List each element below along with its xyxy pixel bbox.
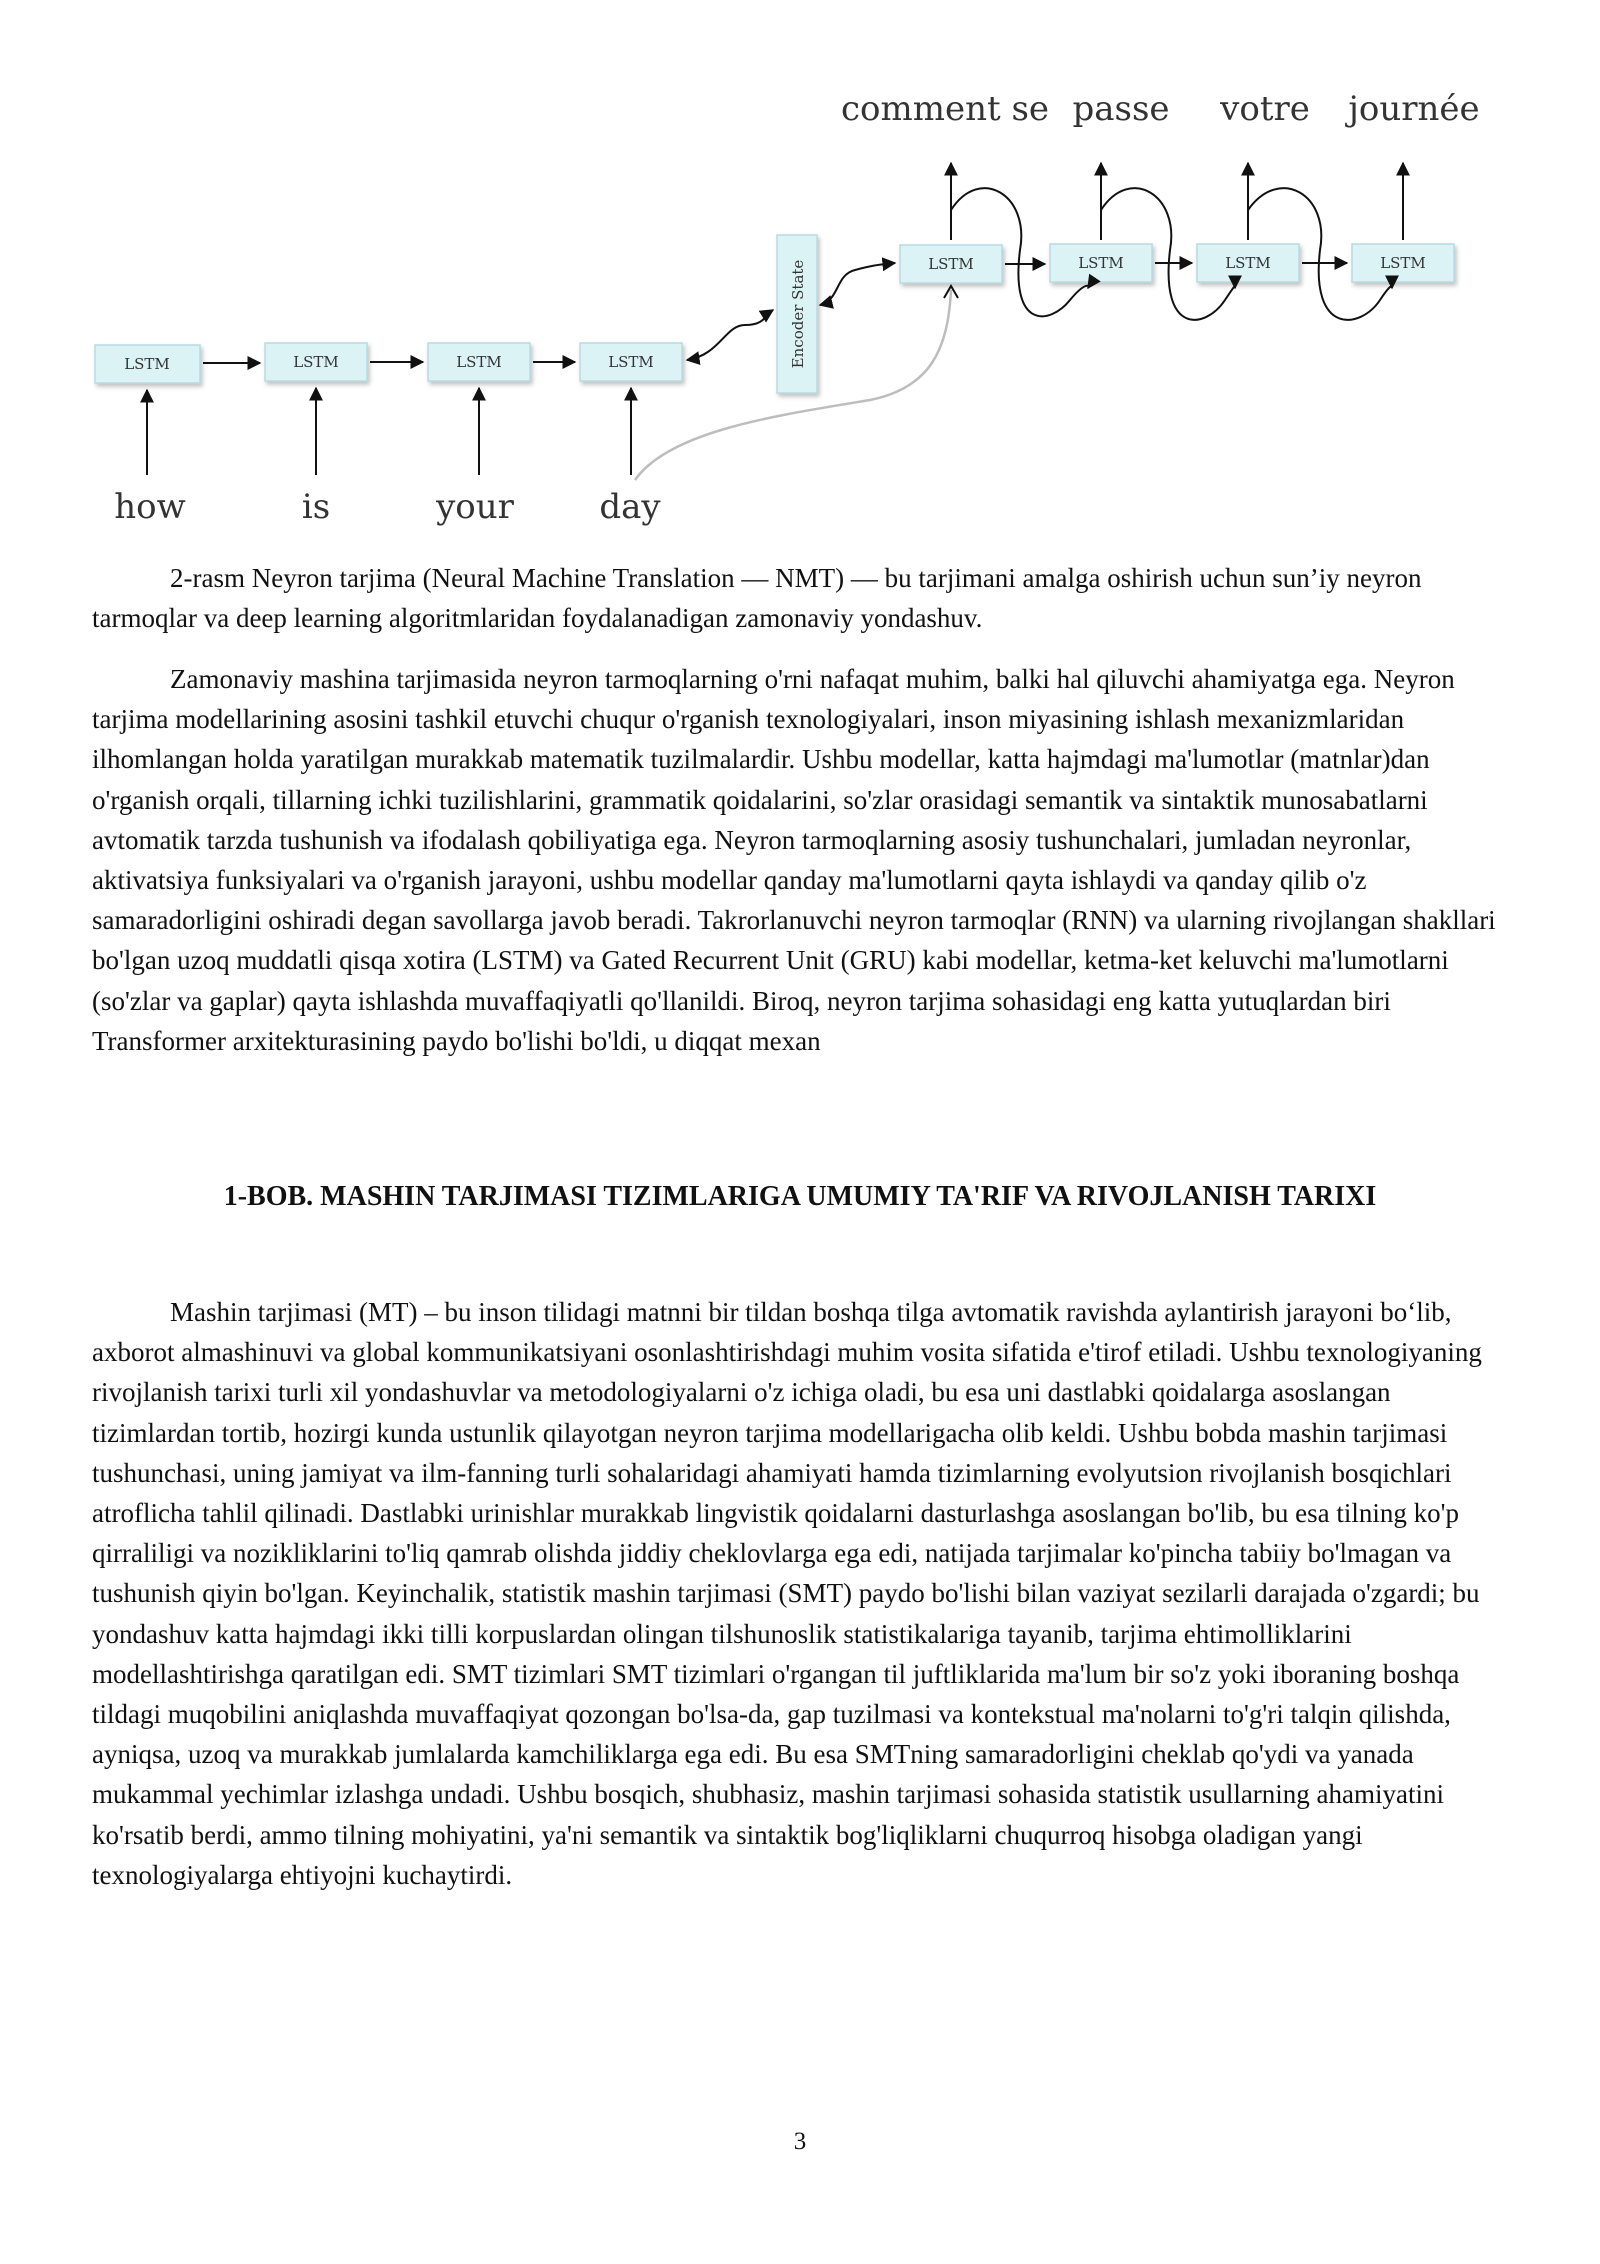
encoder-lstm-2 [265, 343, 367, 381]
encoder-to-state-arrow [687, 310, 773, 360]
chapter-heading: 1-BOB. MASHIN TARJIMASI TIZIMLARIGA UMUMIY TA'RIF VA RIVOJLANISH TARIXI [223, 1181, 1377, 1212]
output-word-passe: passe [1072, 89, 1170, 129]
encoder-lstm-4 [580, 343, 682, 381]
encoder-lstm-1 [95, 345, 200, 383]
body-paragraph-1: Zamonaviy mashina tarjimasida neyron tarmoqlarning o'rni nafaqat muhim, balki hal qiluvchi ahamiyatga ega. Neyron tarjima modellarining asosini tashkil etuvchi chuqur o'rganish texnologiyalari, inson miyasining ishlash mexanizmlaridan ilhomlangan holda yaratilgan murakkab matematik tuzilmalardir. Ushbu modellar, katta hajmdagi ma'lumotlar (matnlar)dan o'rganish orqali, tillarning ichki tuzilishlarini, grammatik qoidalarini, so'zlar orasidagi semantik va sintaktik munosabatlarni avtomatik tarzda tushunish va ifodalash qobiliyatiga ega. Neyron tarmoqlarning asosiy tushunchalari, jumladan neyronlar, aktivatsiya funksiyalari va o'rganish jarayoni, ushbu modellar qanday ma'lumotlarni qayta ishlaydi va qanday qilib o'z samaradorligini oshiradi degan savollarga javob beradi. Takrorlanuvchi neyron tarmoqlar (RNN) va ularning rivojlangan shakllari bo'lgan uzoq muddatli qisqa xotira (LSTM) va Gated Recurrent Unit (GRU) kabi modellar, ketma-ket keluvchi ma'lumotlarni (so'zlar va gaplar) qayta ishlashda muvaffaqiyatli qo'llanildi. Biroq, neyron tarjima sohasidagi eng katta yutuqlardan biri Transformer arxitekturasining paydo bo'lishi bo'ldi, u diqqat mexan [92, 664, 1496, 1056]
encoder-lstm-2-label: LSTM [293, 353, 339, 371]
state-to-decoder-arrow [820, 263, 895, 305]
encoder-state-label: Encoder State [789, 259, 807, 369]
encoder-lstm-3-label: LSTM [456, 353, 502, 371]
input-word-is: is [301, 487, 331, 527]
output-word-journee: journée [1348, 89, 1480, 129]
input-word-your: your [436, 487, 514, 527]
page-number: 3 [793, 2128, 807, 2155]
decoder-lstm-4-label: LSTM [1380, 254, 1426, 272]
decoder-lstm-2 [1050, 244, 1152, 282]
nmt-encoder-decoder-figure [80, 70, 1520, 540]
output-word-comment-se: comment se [840, 89, 1050, 129]
figure-caption: 2-rasm Neyron tarjima (Neural Machine Translation — NMT) — bu tarjimani amalga oshirish uchun sun’iy neyron tarmoqlar va deep learning algoritmlaridan foydalanadigan zamonaviy yondashuv. [92, 563, 1422, 634]
decoder-lstm-4 [1352, 244, 1454, 282]
encoder-lstm-1-label: LSTM [124, 355, 170, 373]
encoder-lstm-3 [428, 343, 530, 381]
body-paragraph-2: Mashin tarjimasi (MT) – bu inson tilidagi matnni bir tildan boshqa tilga avtomatik ravishda aylantirish jarayoni bo‘lib, axborot almashinuvi va global kommunikatsiyani osonlashtirishdagi muhim vosita sifatida e'tirof etiladi. Ushbu texnologiyaning rivojlanish tarixi turli xil yondashuvlar va metodologiyalarni o'z ichiga oladi, bu esa uni dastlabki qoidalarga asoslangan tizimlardan tortib, hozirgi kunda ustunlik qilayotgan neyron tarjima modellarigacha olib keldi. Ushbu bobda mashin tarjimasi tushunchasi, uning jamiyat va ilm-fanning turli sohalaridagi ahamiyati hamda tizimlarning evolyutsion rivojlanish bosqichlari atroflicha tahlil qilinadi. Dastlabki urinishlar murakkab lingvistik qoidalarni dasturlashga asoslangan bo'lib, bu esa tilning ko'p qirraliligi va nozikliklarini to'liq qamrab olishda jiddiy cheklovlarga ega edi, natijada tarjimalar ko'pincha tabiiy bo'lmagan va tushunish qiyin bo'lgan. Keyinchalik, statistik mashin tarjimasi (SMT) paydo bo'lishi bilan vaziyat sezilarli darajada o'zgardi; bu yondashuv katta hajmdagi ikki tilli korpuslardan olingan tilshunoslik statistikalariga tayanib, tarjima ehtimolliklarini modellashtirishga qaratilgan edi. SMT tizimlari SMT tizimlari o'rgangan til juftliklarida ma'lum bir so'z yoki iboraning boshqa tildagi muqobilini aniqlashda muvaffaqiyat qozongan bo'lsa-da, gap tuzilmasi va kontekstual ma'nolarni to'g'ri talqin qilishda, ayniqsa, uzoq va murakkab jumlalarda kamchiliklarga ega edi. Bu esa SMTning samaradorligini cheklab qo'ydi va yanada mukammal yechimlar izlashga undadi. Ushbu bosqich, shubhasiz, mashin tarjimasi sohasida statistik usullarning ahamiyatini ko'rsatib berdi, ammo tilning mohiyatini, ya'ni semantik va sintaktik bog'liqliklarni chuqurroq hisobga oladigan yangi texnologiyalarga ehtiyojni kuchaytirdi. [92, 1297, 1482, 1890]
decoder-lstm-1-label: LSTM [928, 255, 974, 273]
input-word-how: how [114, 487, 186, 527]
decoder-lstm-2-label: LSTM [1078, 254, 1124, 272]
encoder-state-box [777, 235, 817, 393]
decoder-lstm-3 [1197, 244, 1299, 282]
output-word-votre: votre [1220, 89, 1310, 129]
encoder-lstm-4-label: LSTM [608, 353, 654, 371]
decoder-lstm-3-label: LSTM [1225, 254, 1271, 272]
decoder-lstm-1 [900, 245, 1002, 283]
input-word-day: day [599, 487, 661, 527]
